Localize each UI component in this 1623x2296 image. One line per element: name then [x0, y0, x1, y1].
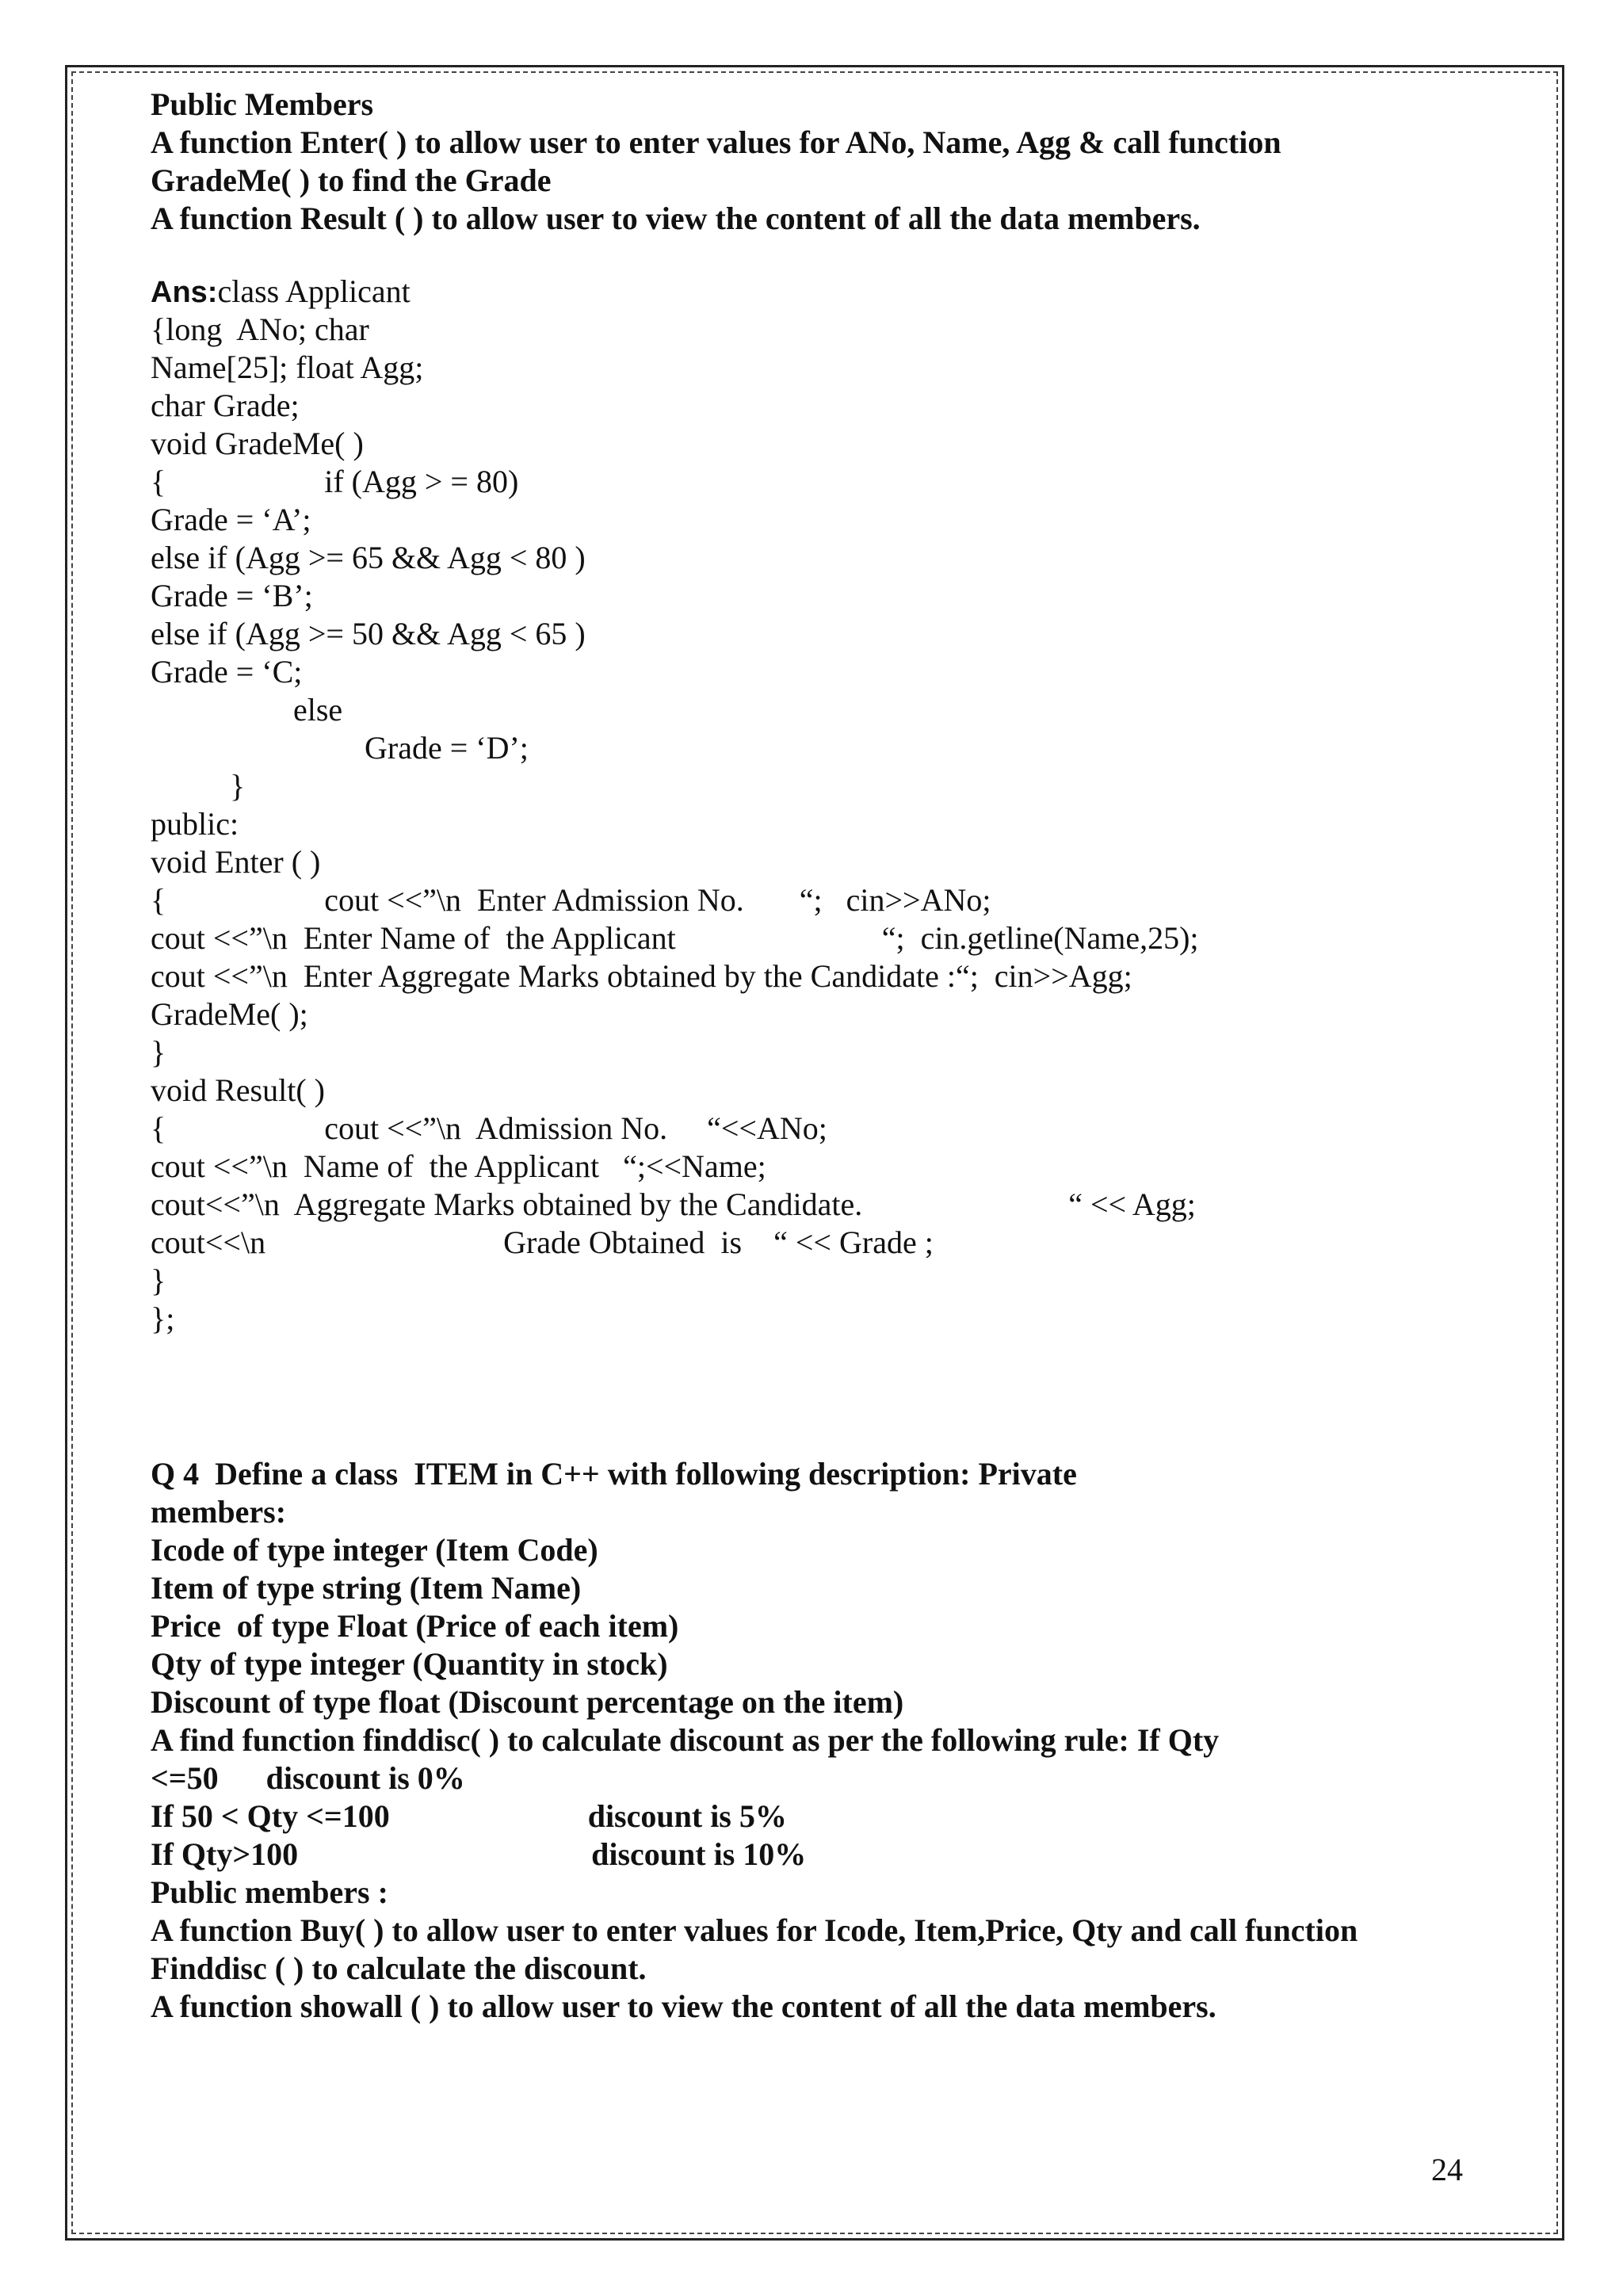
question-4-line: Price of type Float (Price of each item) [151, 1608, 679, 1644]
question-4-line: Finddisc ( ) to calculate the discount. [151, 1950, 647, 1986]
question-4-line: If 50 < Qty <=100 discount is 5% [151, 1798, 787, 1834]
enter-function-description: A function Enter( ) to allow user to enter values for ANo, Name, Agg & call function [151, 124, 1281, 160]
code-line: {long ANo; char [151, 311, 369, 347]
question-4-line: Discount of type float (Discount percentage on the item) [151, 1684, 904, 1720]
public-members-heading: Public Members [151, 86, 374, 122]
spacer [151, 1338, 1466, 1455]
question-4-title: Q 4 Define a class ITEM in C++ with following description: Private [151, 1456, 1077, 1492]
code-line: cout<<\n Grade Obtained is “ << Grade ; [151, 1224, 934, 1260]
code-line: { if (Agg > = 80) [151, 464, 519, 499]
code-line-text: class Applicant [217, 273, 411, 309]
question-4-line: Qty of type integer (Quantity in stock) [151, 1646, 668, 1682]
code-line: { cout <<”\n Enter Admission No. “; cin>>ANo; [151, 882, 991, 918]
code-line: }; [151, 1301, 175, 1336]
page-content [151, 86, 1466, 2026]
code-line: else [151, 692, 343, 728]
code-line: } [151, 1034, 166, 1070]
code-line: } [151, 768, 246, 804]
code-line: cout <<”\n Name of the Applicant “;<<Name; [151, 1148, 766, 1184]
code-line [151, 273, 1466, 311]
code-line: Grade = ‘A’; [151, 502, 311, 537]
code-line: cout <<”\n Enter Name of the Applicant “; cin.getline(Name,25); [151, 920, 1199, 956]
code-line: void Result( ) [151, 1072, 325, 1108]
question-4-line: If Qty>100 discount is 10% [151, 1836, 807, 1872]
code-line: void GradeMe( ) [151, 426, 364, 461]
code-line: Grade = ‘B’; [151, 578, 313, 613]
code-line: cout<<”\n Aggregate Marks obtained by the Candidate. “ << Agg; [151, 1186, 1196, 1222]
question-4-line: A function showall ( ) to allow user to view the content of all the data members. [151, 1988, 1216, 2024]
code-line: public: [151, 806, 239, 842]
code-line: void Enter ( ) [151, 844, 321, 880]
page-number: 24 [1431, 2152, 1463, 2187]
code-line: else if (Agg >= 50 && Agg < 65 ) [151, 616, 586, 651]
question-4-line: Item of type string (Item Name) [151, 1570, 582, 1606]
code-line: Grade = ‘C; [151, 654, 303, 690]
code-line: Name[25]; float Agg; [151, 350, 424, 385]
code-line: Grade = ‘D’; [151, 730, 529, 766]
question-4-line: A find function finddisc( ) to calculate discount as per the following rule: If Qty [151, 1722, 1220, 1758]
code-line: } [151, 1263, 166, 1298]
spacer [151, 238, 1466, 273]
code-line: { cout <<”\n Admission No. “<<ANo; [151, 1110, 827, 1146]
code-line: GradeMe( ); [151, 996, 308, 1032]
code-line: else if (Agg >= 65 && Agg < 80 ) [151, 540, 586, 575]
question-4-line: <=50 discount is 0% [151, 1760, 465, 1796]
enter-function-description-cont: GradeMe( ) to find the Grade [151, 162, 552, 198]
answer-label: Ans: [151, 276, 218, 309]
code-line: char Grade; [151, 388, 300, 423]
question-4-line: members: [151, 1494, 287, 1530]
result-function-description: A function Result ( ) to allow user to view the content of all the data members. [151, 201, 1201, 236]
question-4-line: Icode of type integer (Item Code) [151, 1532, 598, 1568]
question-4-line: A function Buy( ) to allow user to enter values for Icode, Item,Price, Qty and call function [151, 1912, 1358, 1948]
question-4-line: Public members : [151, 1874, 388, 1910]
code-line: cout <<”\n Enter Aggregate Marks obtained by the Candidate :“; cin>>Agg; [151, 958, 1132, 994]
